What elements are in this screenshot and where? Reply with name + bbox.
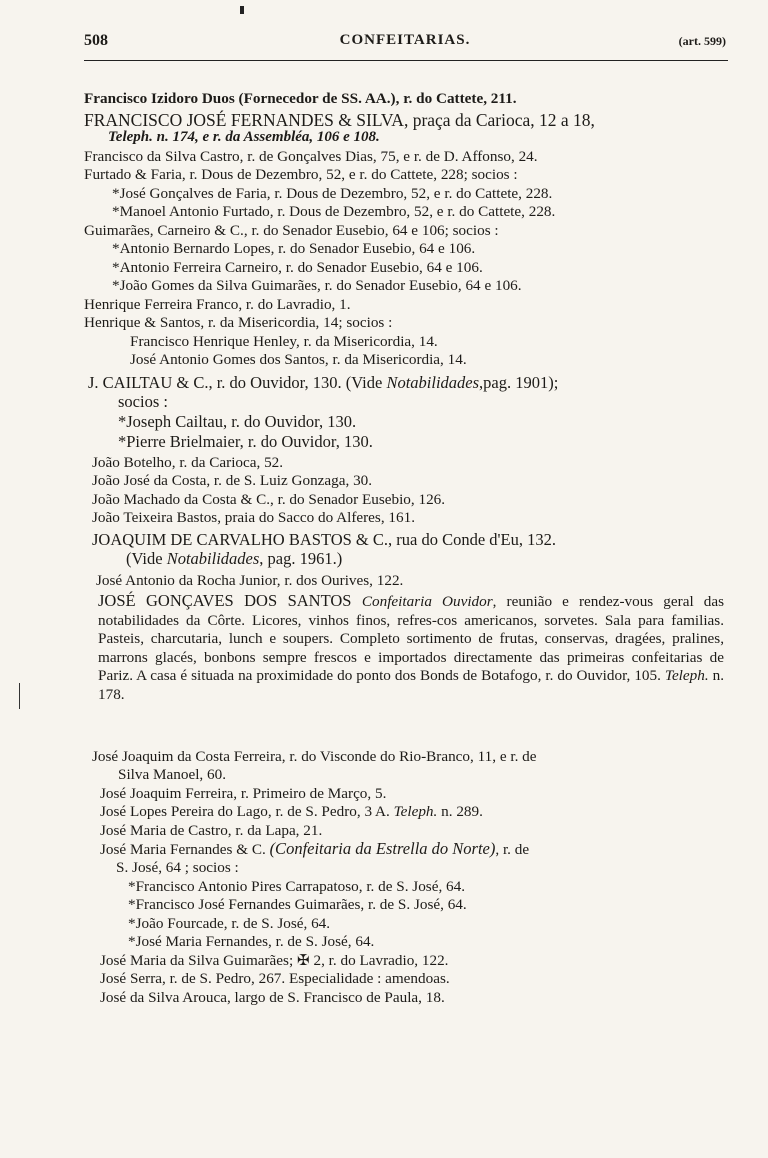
entry-line: Guimarães, Carneiro & C., r. do Senador Eusebio, 64 e 106; socios :	[84, 222, 499, 239]
page-header	[84, 32, 726, 56]
entry-line: *Manoel Antonio Furtado, r. Dous de Dezembro, 52, e r. do Cattete, 228.	[112, 203, 556, 220]
entry-line: *Pierre Brielmaier, r. do Ouvidor, 130.	[118, 432, 373, 451]
entry-line: *Joseph Cailtau, r. do Ouvidor, 130.	[118, 412, 357, 431]
entry-line: José Antonio Gomes dos Santos, r. da Misericordia, 14.	[130, 351, 467, 368]
entry-line: socios :	[118, 392, 168, 411]
page-title: CONFEITARIAS.	[339, 32, 471, 48]
header-rule	[84, 60, 728, 61]
entry-line: J. CAILTAU & C., r. do Ouvidor, 130. (Vide Notabilidades,pag. 1901);	[88, 373, 559, 392]
entry-line: José da Silva Arouca, largo de S. Francisco de Paula, 18.	[100, 989, 445, 1006]
entry-line: *José Gonçalves de Faria, r. Dous de Dezembro, 52, e r. do Cattete, 228.	[112, 185, 553, 202]
entry-line: *Antonio Bernardo Lopes, r. do Senador Eusebio, 64 e 106.	[112, 240, 476, 257]
entry-line: João Machado da Costa & C., r. do Senador Eusebio, 126.	[92, 491, 446, 508]
entry-line: Furtado & Faria, r. Dous de Dezembro, 52, e r. do Cattete, 228; socios :	[84, 166, 518, 183]
entry-line: Francisco Henrique Henley, r. da Misericordia, 14.	[130, 333, 438, 350]
entry-line: JOAQUIM DE CARVALHO BASTOS & C., rua do Conde d'Eu, 132.	[92, 530, 556, 549]
entry-line: *Antonio Ferreira Carneiro, r. do Senador Eusebio, 64 e 106.	[112, 259, 483, 276]
entry-line: João Botelho, r. da Carioca, 52.	[92, 454, 284, 471]
entry-line: Francisco da Silva Castro, r. de Gonçalves Dias, 75, e r. de D. Affonso, 24.	[84, 148, 538, 165]
entry-line: Henrique Ferreira Franco, r. do Lavradio, 1.	[84, 296, 351, 313]
entry-line: FRANCISCO JOSÉ FERNANDES & SILVA, praça da Carioca, 12 a 18,	[84, 110, 595, 130]
entry-line: José Serra, r. de S. Pedro, 267. Especialidade : amendoas.	[100, 970, 450, 987]
ink-mark	[240, 6, 244, 14]
entry-line: *João Fourcade, r. de S. José, 64.	[128, 915, 331, 932]
entry-line: José Maria de Castro, r. da Lapa, 21.	[100, 822, 323, 839]
entry-line: João José da Costa, r. de S. Luiz Gonzaga, 30.	[92, 472, 373, 489]
entry-line: Francisco Izidoro Duos (Fornecedor de SS. AA.), r. do Cattete, 211.	[84, 90, 517, 107]
entry-line: José Antonio da Rocha Junior, r. dos Ourives, 122.	[96, 572, 404, 589]
entry-line: Silva Manoel, 60.	[118, 766, 226, 783]
entry-line: Henrique & Santos, r. da Misericordia, 14; socios :	[84, 314, 393, 331]
entry-line: *Francisco José Fernandes Guimarães, r. de S. José, 64.	[128, 896, 467, 913]
entry-line: José Lopes Pereira do Lago, r. de S. Pedro, 3 A. Teleph. n. 289.	[100, 803, 483, 820]
entry-line: *José Maria Fernandes, r. de S. José, 64.	[128, 933, 375, 950]
entry-line: João Teixeira Bastos, praia do Sacco do Alferes, 161.	[92, 509, 415, 526]
entry-line: José Joaquim Ferreira, r. Primeiro de Março, 5.	[100, 785, 387, 802]
advert-paragraph: JOSÉ GONÇAVES DOS SANTOS Confeitaria Ouvidor, reunião e rendez-vous geral das notabilidades da Côrte. Licores, vinhos finos, refres-cos americanos, sorvetes. Sala para familias. Pasteis, charcutaria, lunch e soupers. Completo sortimento de frutas, conservas, dragées, pralines, marrons glacés, bonbons sempre frescos e importados directamente das primeiras confeitarias de Pariz. A casa é situada na proximidade do ponto dos Bonds de Botafogo, r. do Ouvidor, 105. Teleph. n. 178.	[98, 591, 725, 703]
entry-line: José Maria Fernandes & C. (Confeitaria da Estrella do Norte), r. de	[100, 839, 530, 858]
entry-line: *Francisco Antonio Pires Carrapatoso, r. de S. José, 64.	[128, 878, 466, 895]
entry-line: *João Gomes da Silva Guimarães, r. do Senador Eusebio, 64 e 106.	[112, 277, 522, 294]
margin-mark	[19, 683, 20, 709]
article-ref: (art. 599)	[678, 34, 726, 48]
entry-line: Teleph. n. 174, e r. da Assembléa, 106 e 108.	[108, 129, 380, 145]
entry-line: José Maria da Silva Guimarães; ✠ 2, r. do Lavradio, 122.	[100, 952, 449, 969]
entry-line: (Vide Notabilidades, pag. 1961.)	[126, 549, 343, 568]
page-number: 508	[84, 32, 108, 49]
entry-line: S. José, 64 ; socios :	[116, 859, 239, 876]
entry-line: José Joaquim da Costa Ferreira, r. do Visconde do Rio-Branco, 11, e r. de	[92, 748, 537, 765]
